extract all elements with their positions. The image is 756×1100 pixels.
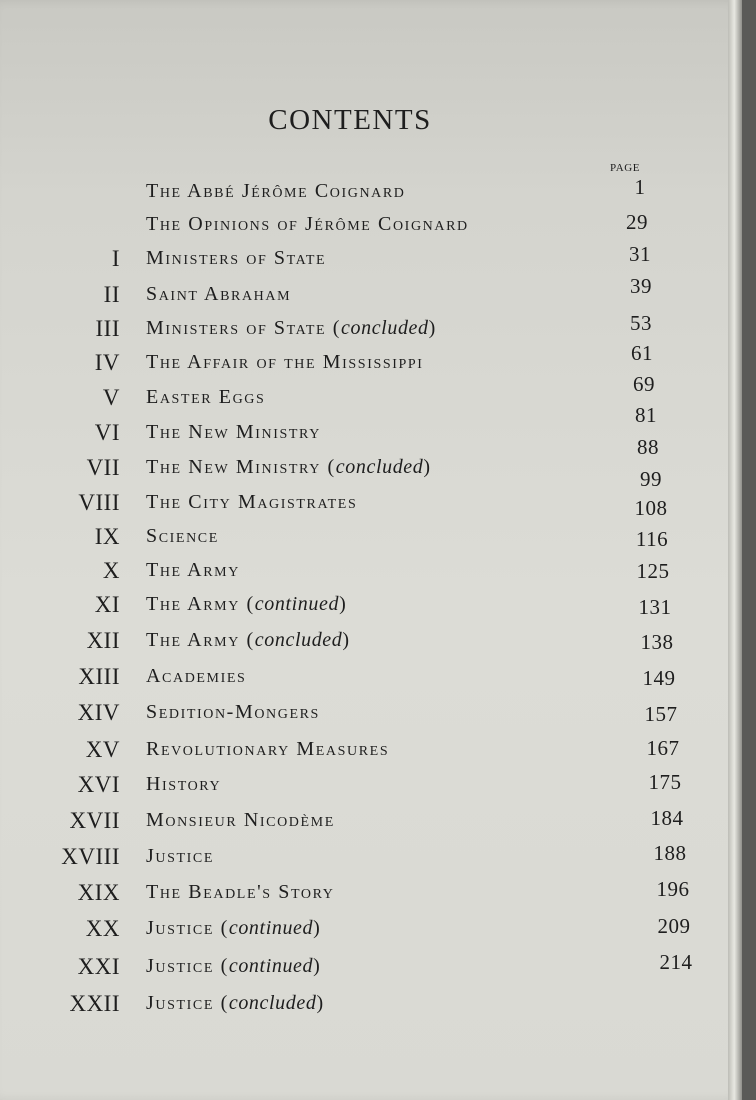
page-number: 108 [634,496,668,520]
chapter-title-text: The Army [146,629,240,651]
chapter-number: IX [94,524,120,549]
chapter-title [146,491,357,514]
page-number: 88 [637,435,659,459]
chapter-title-text: The New Ministry [146,421,321,443]
page-number: 138 [640,630,674,654]
chapter-number: VII [86,455,120,480]
chapter-title-text: Sedition-Mongers [146,701,320,723]
page-number: 29 [626,210,648,234]
page-title: CONTENTS [268,104,432,136]
chapter-number: II [103,282,120,307]
chapter-title [146,773,221,796]
chapter-number: XIX [77,880,120,905]
chapter-title: The Army (continued) [146,593,348,615]
page-number: 39 [630,274,652,298]
chapter-note: concluded [254,629,343,651]
chapter-number: XXI [77,954,120,979]
page-number: 214 [659,950,693,974]
page-number: 157 [644,702,678,726]
chapter-number: XIII [78,664,120,689]
chapter-title-text: Justice [146,845,214,867]
chapter-number: XII [86,628,120,653]
page-number: 196 [656,877,690,901]
chapter-title: Ministers of State (concluded) [146,317,437,339]
page-number: 149 [642,666,676,690]
chapter-number: IV [94,350,120,375]
chapter-note: continued [254,593,340,615]
chapter-title: The New Ministry (concluded) [146,456,432,478]
page-number: 175 [648,770,682,794]
chapter-title-text: The Opinions of Jérôme Coignard [146,213,469,235]
chapter-title-text: Justice [146,992,214,1014]
chapter-title [146,180,406,203]
chapter-number: VIII [78,490,120,515]
page-number: 99 [640,467,662,491]
chapter-number: XI [94,592,120,617]
chapter-title-text: Revolutionary Measures [146,738,390,760]
chapter-number: XIV [77,700,120,725]
toc-entry [0,242,742,276]
chapter-title [146,845,214,868]
page-number: 69 [633,372,655,396]
page-number: 81 [635,403,657,427]
chapter-title-text: The Army [146,559,240,581]
chapter-title-text: The New Ministry [146,456,321,478]
chapter-title-text: Justice [146,955,214,977]
toc-entry [0,274,742,312]
chapter-number: V [102,385,120,410]
page-number: 53 [630,311,652,335]
chapter-title [146,283,291,306]
chapter-title-text: The Abbé Jérôme Coignard [146,180,406,202]
chapter-note: concluded [228,992,317,1014]
chapter-title [146,559,240,582]
chapter-title: Justice (continued) [146,917,322,939]
chapter-title [146,213,469,236]
chapter-title-text: Monsieur Nicodème [146,809,335,831]
page-number: 61 [631,341,653,365]
chapter-note: continued [228,955,314,977]
page-number: 131 [638,595,672,619]
chapter-title: Justice (continued) [146,955,322,977]
chapter-title [146,881,335,904]
chapter-number: VI [94,420,120,445]
chapter-number: X [102,558,120,583]
page-number: 125 [636,559,670,583]
chapter-number: I [111,246,120,271]
chapter-title [146,525,219,548]
chapter-note: continued [228,917,314,939]
chapter-title-text: History [146,773,222,795]
page-number: 209 [657,914,691,938]
chapter-title-text: Ministers of State [146,317,327,339]
chapter-title-text: Ministers of State [146,247,327,269]
page-number: 188 [653,841,687,865]
chapter-number: III [95,316,120,341]
chapter-title-text: The Beadle's Story [146,881,335,903]
chapter-title [146,665,246,688]
toc-entry [0,175,742,209]
page-number: 184 [650,806,684,830]
chapter-title [146,701,320,724]
chapter-number: XVII [69,808,120,833]
chapter-title [146,351,424,374]
chapter-title [146,247,326,270]
toc-entry [0,914,742,984]
chapter-title-text: The City Magistrates [146,491,358,513]
chapter-title [146,809,335,832]
chapter-title-text: Easter Eggs [146,386,266,408]
chapter-number: XVIII [61,844,120,869]
chapter-number: XV [85,737,120,762]
page-number: 1 [634,175,646,199]
chapter-title-text: Academies [146,665,247,687]
chapter-title-text: Saint Abraham [146,283,292,305]
chapter-title: Justice (concluded) [146,992,325,1014]
chapter-title [146,421,321,444]
page-column-label: PAGE [610,162,641,174]
page-number: 167 [646,736,680,760]
chapter-note: concluded [341,317,429,339]
chapter-title [146,738,389,761]
chapter-title-text: Science [146,525,219,547]
chapter-number: XVI [77,772,120,797]
chapter-title-text: The Army [146,593,240,615]
chapter-title-text: Justice [146,917,214,939]
toc-entry [0,208,742,242]
chapter-number: XXII [69,991,120,1016]
chapter-title: The Army (concluded) [146,629,351,651]
page-number: 31 [629,242,651,266]
chapter-title-text: The Affair of the Mississippi [146,351,424,373]
page-number: 116 [635,527,669,551]
chapter-number: XX [85,916,120,941]
chapter-note: concluded [335,456,424,478]
chapter-title [146,386,265,409]
